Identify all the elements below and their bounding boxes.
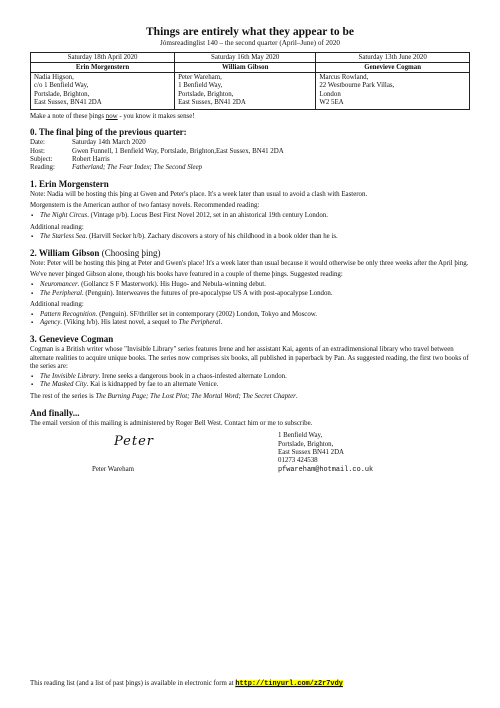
section-intro: Morgenstern is the American author of two fantasy novels. Recommended reading:	[30, 202, 260, 210]
list-item: ▪ The Starless Sea. (Harvill Secker h/b). Zachary discovers a story of his childhood in a book older than he is.	[40, 233, 470, 242]
section-intro: Cogman is a British writer whose "Invisible Library" series features Irene and her assistant Kai, agents of an extradimensional library who travel between alternate realities to acquire unique books. The series now comprises six books, all published in paperback by Pan. As suggested reading, the first two books of the series are:	[30, 345, 469, 371]
series-rest: The rest of the series is The Burning Page; The Lost Plot; The Mortal Word; The Secret Chapter.	[30, 392, 298, 400]
page-title: Things are entirely what they appear to be	[146, 26, 354, 38]
meetings-address-row	[31, 73, 470, 110]
additional-label: Additional reading:	[30, 301, 84, 309]
make-a-note: Make a note of these þings now - you know it makes sense!	[30, 112, 195, 120]
list-item: ▪ The Peripheral. (Penguin). Interweaves the futures of pre-apocalypse US A with post-apocalypse London.	[40, 290, 470, 299]
footer-link[interactable]: http://tinyurl.com/z2r7vdy	[235, 680, 343, 688]
additional-list	[30, 311, 470, 328]
subscription-note: The email version of this mailing is administered by Roger Bell West. Contact him or me to subscribe.	[30, 419, 313, 427]
meeting-address: Peter Wareham, 1 Benfield Way, Portslade, Brighton, East Sussex, BN41 2DA	[175, 73, 316, 110]
meeting-address: Marcus Rowland, 22 Westbourne Park Villas, London W2 5EA	[316, 73, 470, 110]
contact-address: 1 Benfield Way, Portslade, Brighton, East Sussex BN41 2DA 01273 424538 pfwareham@hotmail.co.uk	[278, 432, 374, 474]
page-subtitle: Jómsreadinglist 140 – the second quarter (April–June) of 2020	[159, 39, 341, 47]
signer-name: Peter Wareham	[92, 466, 134, 474]
recommended-list	[30, 212, 470, 221]
section-heading-cogman: 3. Genevieve Cogman	[30, 333, 114, 344]
meetings-table	[30, 52, 470, 110]
recommended-list	[30, 373, 470, 390]
meetings-date-row	[31, 53, 470, 63]
meeting-subject: Genevieve Cogman	[316, 63, 470, 73]
section-heading-finally: And finally...	[30, 407, 80, 418]
footer-text: This reading list (and a list of past þings) is available in electronic form at	[30, 680, 236, 687]
meeting-date: Saturday 13th June 2020	[316, 53, 470, 63]
meeting-subject: Erin Morgenstern	[31, 63, 175, 73]
footer	[30, 680, 470, 688]
section-heading-morgenstern: 1. Erin Morgenstern	[30, 178, 109, 189]
list-item: ▪ Agency. (Viking h/b). His latest novel, a sequel to The Peripheral.	[40, 319, 470, 328]
previous-meeting-details: Date: Saturday 14th March 2020 Host: Gwen Funnell, 1 Benfield Way, Portslade, Brighton,East Sussex, BN41 2DA Subject: Robert Harris Reading: Fatherland; The Fear Index; The Second Sleep	[30, 139, 284, 172]
list-item: ▪ The Masked City. Kai is kidnapped by fae to an alternate Venice.	[40, 381, 470, 390]
additional-label: Additional reading:	[30, 223, 84, 231]
list-item: ▪ The Night Circus. (Vintage p/b). Locus Best First Novel 2012, set in an ahistorical 19th century London.	[40, 212, 470, 221]
recommended-list	[30, 281, 470, 298]
section-note: Note: Nadia will be hosting this þing at Gwen and Peter's place. It's a week later than usual to avoid a clash with Easteron.	[30, 190, 368, 198]
meeting-date: Saturday 16th May 2020	[175, 53, 316, 63]
section-intro: We've never þinged Gibson alone, though his books have featured in a couple of theme þings. Suggested reading:	[30, 271, 343, 279]
list-item: ▪ The Invisible Library. Irene seeks a dangerous book in a chaos-infested alternate London.	[40, 373, 470, 382]
contact-email[interactable]: pfwareham@hotmail.co.uk	[278, 465, 374, 474]
meeting-date: Saturday 18th April 2020	[31, 53, 175, 63]
section-heading-previous: 0. The final þing of the previous quarter:	[30, 127, 187, 138]
list-item: ▪ Neuromancer. (Gollancz S F Masterwork). His Hugo- and Nebula-winning debut.	[40, 281, 470, 290]
handwritten-signature: Peter	[114, 434, 154, 450]
section-note: Note: Peter will be hosting this þing at Peter and Gwen's place! It's a week later than usual because it would otherwise be only three weeks after the April þing.	[30, 259, 469, 267]
list-item: ▪ Pattern Recognition. (Penguin). SF/thriller set in contemporary (2002) London, Tokyo and Moscow.	[40, 311, 470, 320]
signature-block	[30, 428, 470, 494]
meeting-subject: William Gibson	[175, 63, 316, 73]
section-heading-gibson: 2. William Gibson (Choosing þing)	[30, 247, 161, 258]
reading-list-page	[30, 26, 470, 494]
additional-list	[30, 233, 470, 242]
meetings-host-row	[31, 63, 470, 73]
meeting-address: Nadia Higson, c/o 1 Benfield Way, Portslade, Brighton, East Sussex, BN41 2DA	[31, 73, 175, 110]
